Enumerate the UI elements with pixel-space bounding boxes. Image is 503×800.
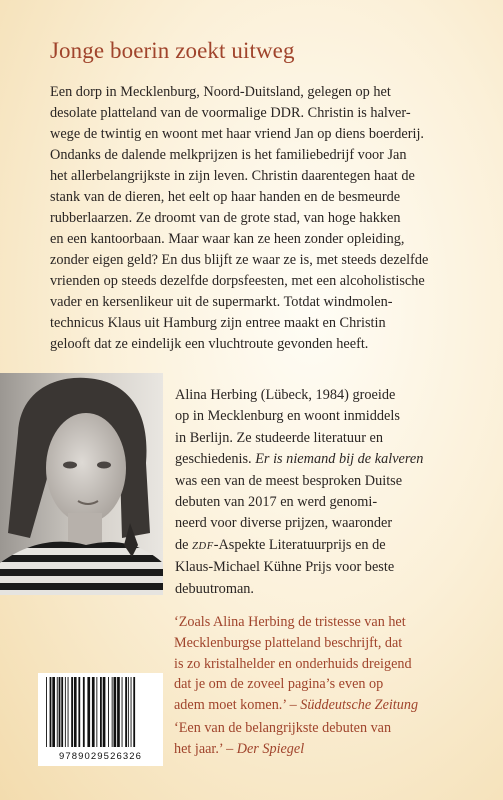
quote-line: dat je om de zoveel pagina’s even op xyxy=(174,676,384,693)
synopsis-line: vrienden op steeds dezelfde dorpsfeesten, met een alcoholistische xyxy=(50,273,425,289)
barcode-bar xyxy=(96,677,97,747)
barcode-bar xyxy=(128,677,129,747)
quote-line: ‘Een van de belangrijkste debuten van xyxy=(174,720,392,736)
quote-text: het jaar.’ – xyxy=(174,740,234,757)
barcode-bar xyxy=(125,677,127,747)
bio-text: de xyxy=(175,536,189,553)
barcode-bar xyxy=(103,677,106,747)
barcode-bar xyxy=(50,677,52,747)
barcode-bar xyxy=(112,677,113,747)
bio-line: debuten van 2017 en werd genomi- xyxy=(175,494,378,511)
synopsis-line: het allerbelangrijkste in zijn leven. Christin daarentegen haat de xyxy=(50,168,415,184)
barcode-bar xyxy=(78,677,80,747)
bio-line: Alina Herbing (Lübeck, 1984) groeide xyxy=(175,387,396,403)
barcode-bar xyxy=(52,677,55,747)
quote-source: Der Spiegel xyxy=(236,740,305,757)
quote-line xyxy=(174,695,500,716)
bio-line: op in Mecklenburg en woont inmiddels xyxy=(175,408,400,425)
bio-line xyxy=(175,449,501,470)
synopsis-line: technicus Klaus uit Hamburg zijn entree maakt en Christin xyxy=(50,315,386,331)
barcode-bar xyxy=(114,677,117,747)
barcode-bar xyxy=(122,677,123,747)
synopsis-line: gelooft dat ze eindelijk een vluchtroute gevonden heeft. xyxy=(50,336,369,352)
barcode-bars xyxy=(38,677,163,751)
isbn-number: 9789029526326 xyxy=(59,751,142,762)
barcode-bar xyxy=(74,677,77,747)
quote-line: Mecklenburgse platteland beschrijft, dat xyxy=(174,634,403,651)
barcode-bar xyxy=(117,677,120,747)
zdf-abbreviation: ZDF xyxy=(192,540,214,552)
debut-novel-title: Er is niemand bij de kalveren xyxy=(255,451,424,468)
barcode-bar xyxy=(68,677,69,747)
bio-line: neerd voor diverse prijzen, waaronder xyxy=(175,515,393,532)
synopsis-line: stank van de dieren, het eelt op haar handen en de besmeurde xyxy=(50,189,401,205)
author-bio xyxy=(175,385,501,600)
synopsis-line: Een dorp in Mecklenburg, Noord-Duitsland, gelegen op het xyxy=(50,84,391,100)
quote-line: ‘Zoals Alina Herbing de tristesse van het xyxy=(174,614,406,630)
press-quote-sueddeutsche xyxy=(174,612,500,716)
bio-text: geschiedenis. xyxy=(175,451,252,468)
synopsis-line: en een kantoorbaan. Maar waar kan ze heen zonder opleiding, xyxy=(50,231,405,247)
bio-line xyxy=(175,535,501,557)
barcode-bar xyxy=(108,677,109,747)
barcode-bar xyxy=(57,677,58,747)
barcode-bar xyxy=(71,677,73,747)
synopsis-line: desolate platteland van de voormalige DDR. Christin is halver- xyxy=(50,105,411,121)
synopsis-line: zonder eigen geld? En dus blijft ze waar ze is, met steeds dezelfde xyxy=(50,252,429,268)
barcode-bar xyxy=(100,677,102,747)
quote-source: Süddeutsche Zeitung xyxy=(300,697,419,714)
book-back-title: Jonge boerin zoekt uitweg xyxy=(50,38,295,63)
synopsis-line: wege de twintig en woont met haar vriend Jan op diens boerderij. xyxy=(50,126,424,142)
bio-line: Klaus-Michael Kühne Prijs voor beste xyxy=(175,559,395,576)
press-quote-spiegel xyxy=(174,718,500,760)
bio-line: in Berlijn. Ze studeerde literatuur en xyxy=(175,429,384,446)
quote-line: is zo kristalhelder en onderhuids dreigend xyxy=(174,655,412,672)
barcode-bar xyxy=(133,677,135,747)
synopsis-line: Ondanks de dalende melkprijzen is het familiebedrijf voor Jan xyxy=(50,147,407,163)
bio-line: debuutroman. xyxy=(175,580,255,597)
barcode-bar xyxy=(61,677,63,747)
barcode-bar xyxy=(83,677,85,747)
bio-line: was een van de meest besproken Duitse xyxy=(175,472,403,489)
barcode-bar xyxy=(87,677,90,747)
quote-text: adem moet komen.’ – xyxy=(174,697,297,714)
isbn-barcode xyxy=(38,673,163,766)
bio-text: -Aspekte Literatuurprijs en de xyxy=(213,536,386,553)
synopsis-line: vader en kersenlikeur uit de supermarkt. Totdat windmolen- xyxy=(50,294,393,310)
synopsis-line: rubberlaarzen. Ze droomt van de grote stad, van hoge hakken xyxy=(50,210,401,226)
barcode-bar xyxy=(59,677,61,747)
barcode-bar xyxy=(65,677,66,747)
author-photo xyxy=(0,373,163,595)
barcode-bar xyxy=(131,677,132,747)
quote-line xyxy=(174,739,500,760)
barcode-bar xyxy=(92,677,95,747)
synopsis-text xyxy=(50,82,498,355)
barcode-bar xyxy=(46,677,47,747)
